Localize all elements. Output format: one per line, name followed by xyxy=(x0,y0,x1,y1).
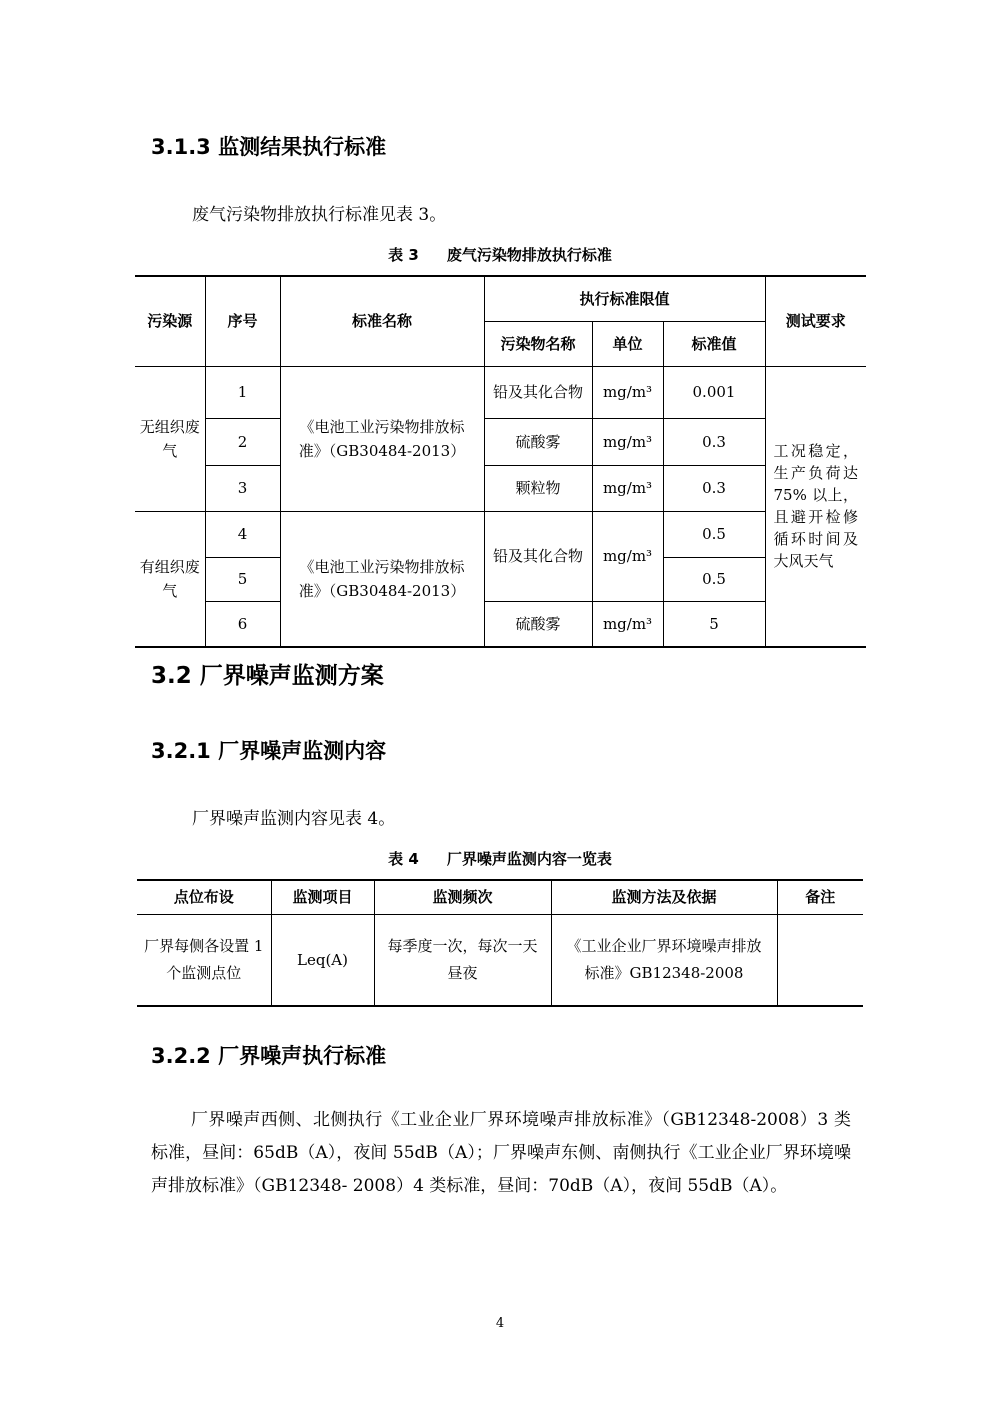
cell-pollutant: 铅及其化合物 xyxy=(484,366,592,418)
table4-caption xyxy=(0,848,1000,869)
cell-standard: 《电池工业污染物排放标准》（GB30484-2013） xyxy=(280,366,484,511)
header-standard: 标准名称 xyxy=(280,276,484,366)
heading-number: 3.2 xyxy=(151,663,192,689)
header-item: 监测项目 xyxy=(271,880,374,914)
cell-standard: 《电池工业污染物排放标准》（GB30484-2013） xyxy=(280,511,484,647)
emission-standard-table xyxy=(135,275,866,648)
cell-seq: 1 xyxy=(205,366,280,418)
heading-title: 厂界噪声监测内容 xyxy=(218,739,387,763)
cell-value: 0.3 xyxy=(663,418,765,465)
heading-title: 厂界噪声监测方案 xyxy=(199,663,384,689)
header-seq: 序号 xyxy=(205,276,280,366)
cell-source: 有组织废气 xyxy=(135,511,205,647)
table3-caption-number: 表 3 xyxy=(388,246,419,264)
cell-pollutant: 硫酸雾 xyxy=(484,418,592,465)
table3-intro: 废气污染物排放执行标准见表 3。 xyxy=(192,205,447,225)
cell-value: 0.5 xyxy=(663,557,765,601)
heading-number: 3.2.1 xyxy=(151,739,211,763)
cell-unit: mg/m³ xyxy=(592,366,663,418)
cell-source: 无组织废气 xyxy=(135,366,205,511)
header-location: 点位布设 xyxy=(137,880,271,914)
cell-pollutant: 铅及其化合物 xyxy=(484,511,592,601)
table4-caption-number: 表 4 xyxy=(388,850,419,868)
header-limits: 执行标准限值 xyxy=(484,276,765,321)
cell-seq: 3 xyxy=(205,465,280,511)
header-remark: 备注 xyxy=(777,880,863,914)
table4-caption-title: 厂界噪声监测内容一览表 xyxy=(446,850,612,868)
noise-monitoring-table xyxy=(137,879,863,1007)
cell-value: 0.001 xyxy=(663,366,765,418)
header-requirement: 测试要求 xyxy=(765,276,866,366)
heading-title: 厂界噪声执行标准 xyxy=(218,1044,387,1068)
heading-3-1-3 xyxy=(151,132,386,162)
header-value: 标准值 xyxy=(663,321,765,366)
cell-location: 厂界每侧各设置 1 个监测点位 xyxy=(137,914,271,1006)
heading-title: 监测结果执行标准 xyxy=(218,135,387,159)
cell-unit: mg/m³ xyxy=(592,511,663,601)
heading-number: 3.2.2 xyxy=(151,1044,211,1068)
table3-caption-title: 废气污染物排放执行标准 xyxy=(446,246,612,264)
cell-seq: 6 xyxy=(205,601,280,647)
header-source: 污染源 xyxy=(135,276,205,366)
heading-number: 3.1.3 xyxy=(151,135,211,159)
header-unit: 单位 xyxy=(592,321,663,366)
cell-remark xyxy=(777,914,863,1006)
table-row xyxy=(135,366,866,418)
table-row xyxy=(135,465,866,511)
cell-unit: mg/m³ xyxy=(592,601,663,647)
header-frequency: 监测频次 xyxy=(374,880,551,914)
cell-seq: 2 xyxy=(205,418,280,465)
cell-frequency: 每季度一次，每次一天昼夜 xyxy=(374,914,551,1006)
cell-value: 0.3 xyxy=(663,465,765,511)
table-row xyxy=(135,601,866,647)
cell-value: 0.5 xyxy=(663,511,765,557)
noise-standard-paragraph: 厂界噪声西侧、北侧执行《工业企业厂界环境噪声排放标准》（GB12348-2008）3 类标准，昼间：65dB（A），夜间 55dB（A）；厂界噪声东侧、南侧执行《工业企业厂界环境噪声排放标准》（GB12348- 2008）4 类标准，昼间：70dB（A），夜间 55dB（A）。 xyxy=(151,1110,851,1196)
header-method: 监测方法及依据 xyxy=(551,880,777,914)
cell-unit: mg/m³ xyxy=(592,418,663,465)
table-row xyxy=(135,418,866,465)
cell-pollutant: 颗粒物 xyxy=(484,465,592,511)
cell-unit: mg/m³ xyxy=(592,465,663,511)
header-pollutant: 污染物名称 xyxy=(484,321,592,366)
page-number: 4 xyxy=(495,1316,505,1331)
cell-requirement: 工况稳定，生产负荷达 75% 以上，且避开检修循环时间及大风天气 xyxy=(765,366,866,647)
cell-value: 5 xyxy=(663,601,765,647)
table-row xyxy=(135,511,866,557)
cell-seq: 5 xyxy=(205,557,280,601)
table4-intro: 厂界噪声监测内容见表 4。 xyxy=(192,809,396,829)
table-row xyxy=(137,914,863,1006)
heading-3-2 xyxy=(151,661,384,691)
table3-caption xyxy=(0,244,1000,265)
cell-pollutant: 硫酸雾 xyxy=(484,601,592,647)
heading-3-2-2 xyxy=(151,1041,386,1071)
cell-item: Leq(A) xyxy=(271,914,374,1006)
cell-method: 《工业企业厂界环境噪声排放标准》GB12348-2008 xyxy=(551,914,777,1006)
cell-seq: 4 xyxy=(205,511,280,557)
heading-3-2-1 xyxy=(151,736,386,766)
